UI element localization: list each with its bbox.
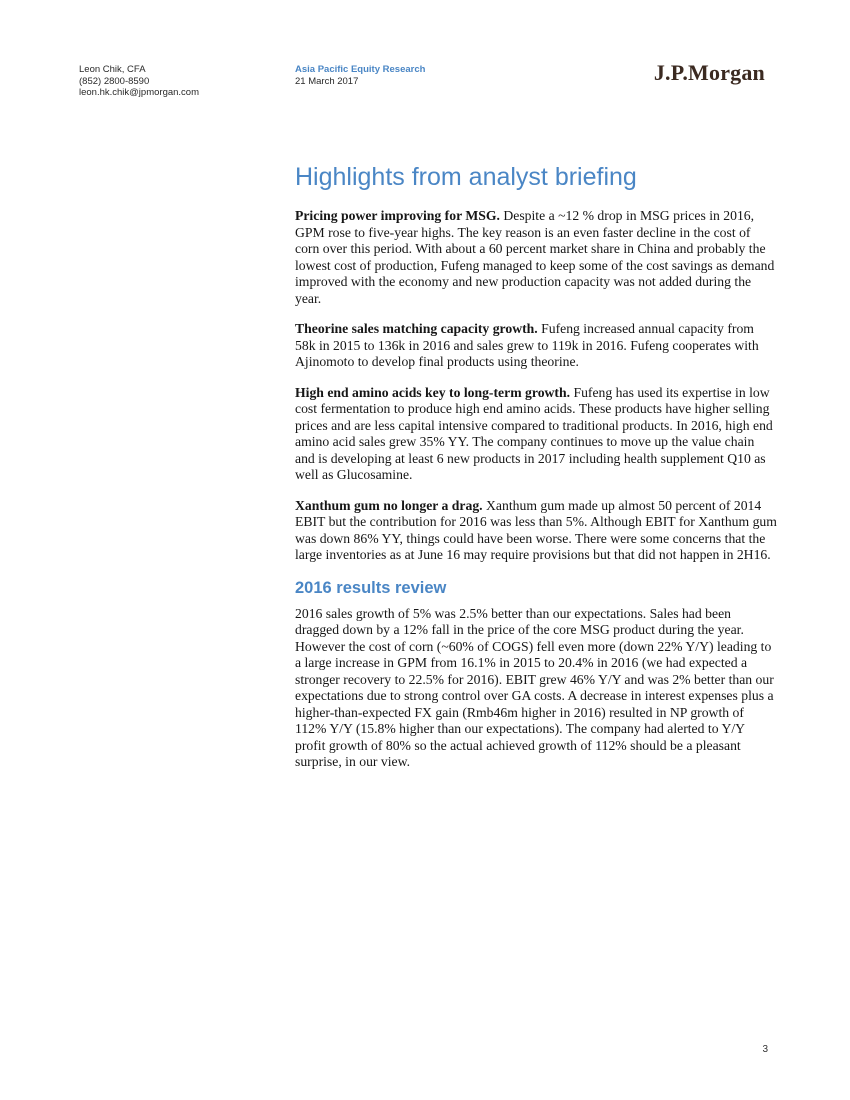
analyst-email: leon.hk.chik@jpmorgan.com bbox=[79, 87, 200, 98]
paragraph-text: Despite a ~12 % drop in MSG prices in 2016, GPM rose to five-year highs. The key reason is an even faster decline in the cost of corn over this period. With about a 60 percent market share in China and probably the lowest cost of production, Fufeng managed to keep some of the cost savings as demand improved with the economy and new production capacity was not added during the year. bbox=[295, 208, 775, 306]
paragraph-text: 2016 sales growth of 5% was 2.5% better than our expectations. Sales had been dragged down by a 12% fall in the price of the core MSG product during the year. However the cost of corn (~60% of COGS) fell even more (down 22% Y/Y) leading to a large increase in GPM from 16.1% in 2015 to 20.4% in 2016 (we had expected a stronger recovery to 22.5% for 2016). EBIT grew 46% Y/Y and was 2% better than our expectations due to strong control over GA costs. A decrease in interest expenses plus a higher-than-expected FX gain (Rmb46m higher in 2016) resulted in NP growth of 112% Y/Y (15.8% higher than our expectations). The company had alerted to Y/Y profit growth of 80% so the actual achieved growth of 112% should be a pleasant surprise, in our view. bbox=[295, 605, 774, 769]
page-title: Highlights from analyst briefing bbox=[295, 163, 637, 191]
paragraph-pricing-power bbox=[295, 208, 777, 307]
page-number: 3 bbox=[762, 1044, 768, 1055]
paragraph-amino-acids bbox=[295, 385, 777, 484]
main-content bbox=[295, 162, 777, 785]
jpmorgan-logo: J.P.Morgan bbox=[653, 60, 765, 85]
paragraph-theorine-sales bbox=[295, 321, 777, 371]
paragraph-lead: Pricing power improving for MSG. bbox=[295, 208, 500, 223]
publication-block bbox=[295, 64, 425, 87]
paragraph-lead: High end amino acids key to long-term growth. bbox=[295, 384, 571, 400]
paragraph-results-review bbox=[295, 606, 777, 771]
section-heading-2016-results: 2016 results review bbox=[295, 578, 447, 597]
paragraph-text: Fufeng increased annual capacity from 58k in 2015 to 136k in 2016 and sales grew to 119k in 2016. Fufeng cooperates with Ajinomoto to develop final products using theorine. bbox=[295, 321, 759, 369]
paragraph-text: Xanthum gum made up almost 50 percent of 2014 EBIT but the contribution for 2016 was less than 5%. Although EBIT for Xanthum gum was down 86% YY, things could have been worse. There were some concerns that the large inventories as at June 16 may require provisions but that did not happen in 2H16. bbox=[295, 497, 777, 562]
analyst-phone: (852) 2800-8590 bbox=[79, 75, 150, 87]
publication-title: Asia Pacific Equity Research bbox=[295, 64, 426, 75]
publication-date: 21 March 2017 bbox=[295, 75, 359, 87]
paragraph-text: Fufeng has used its expertise in low cost fermentation to produce high end amino acids. These products have higher selling prices and are less capital intensive compared to traditional products. In 2016, high end amino acid sales grew 35% YY. The company continues to move up the value chain and is developing at least 6 new products in 2017 including health supplement Q10 as well as Glucosamine. bbox=[295, 384, 773, 482]
analyst-name: Leon Chik, CFA bbox=[79, 64, 146, 75]
analyst-contact-block bbox=[79, 64, 199, 99]
paragraph-lead: Xanthum gum no longer a drag. bbox=[295, 497, 483, 513]
paragraph-lead: Theorine sales matching capacity growth. bbox=[295, 321, 538, 336]
paragraph-xanthum-gum bbox=[295, 498, 777, 564]
